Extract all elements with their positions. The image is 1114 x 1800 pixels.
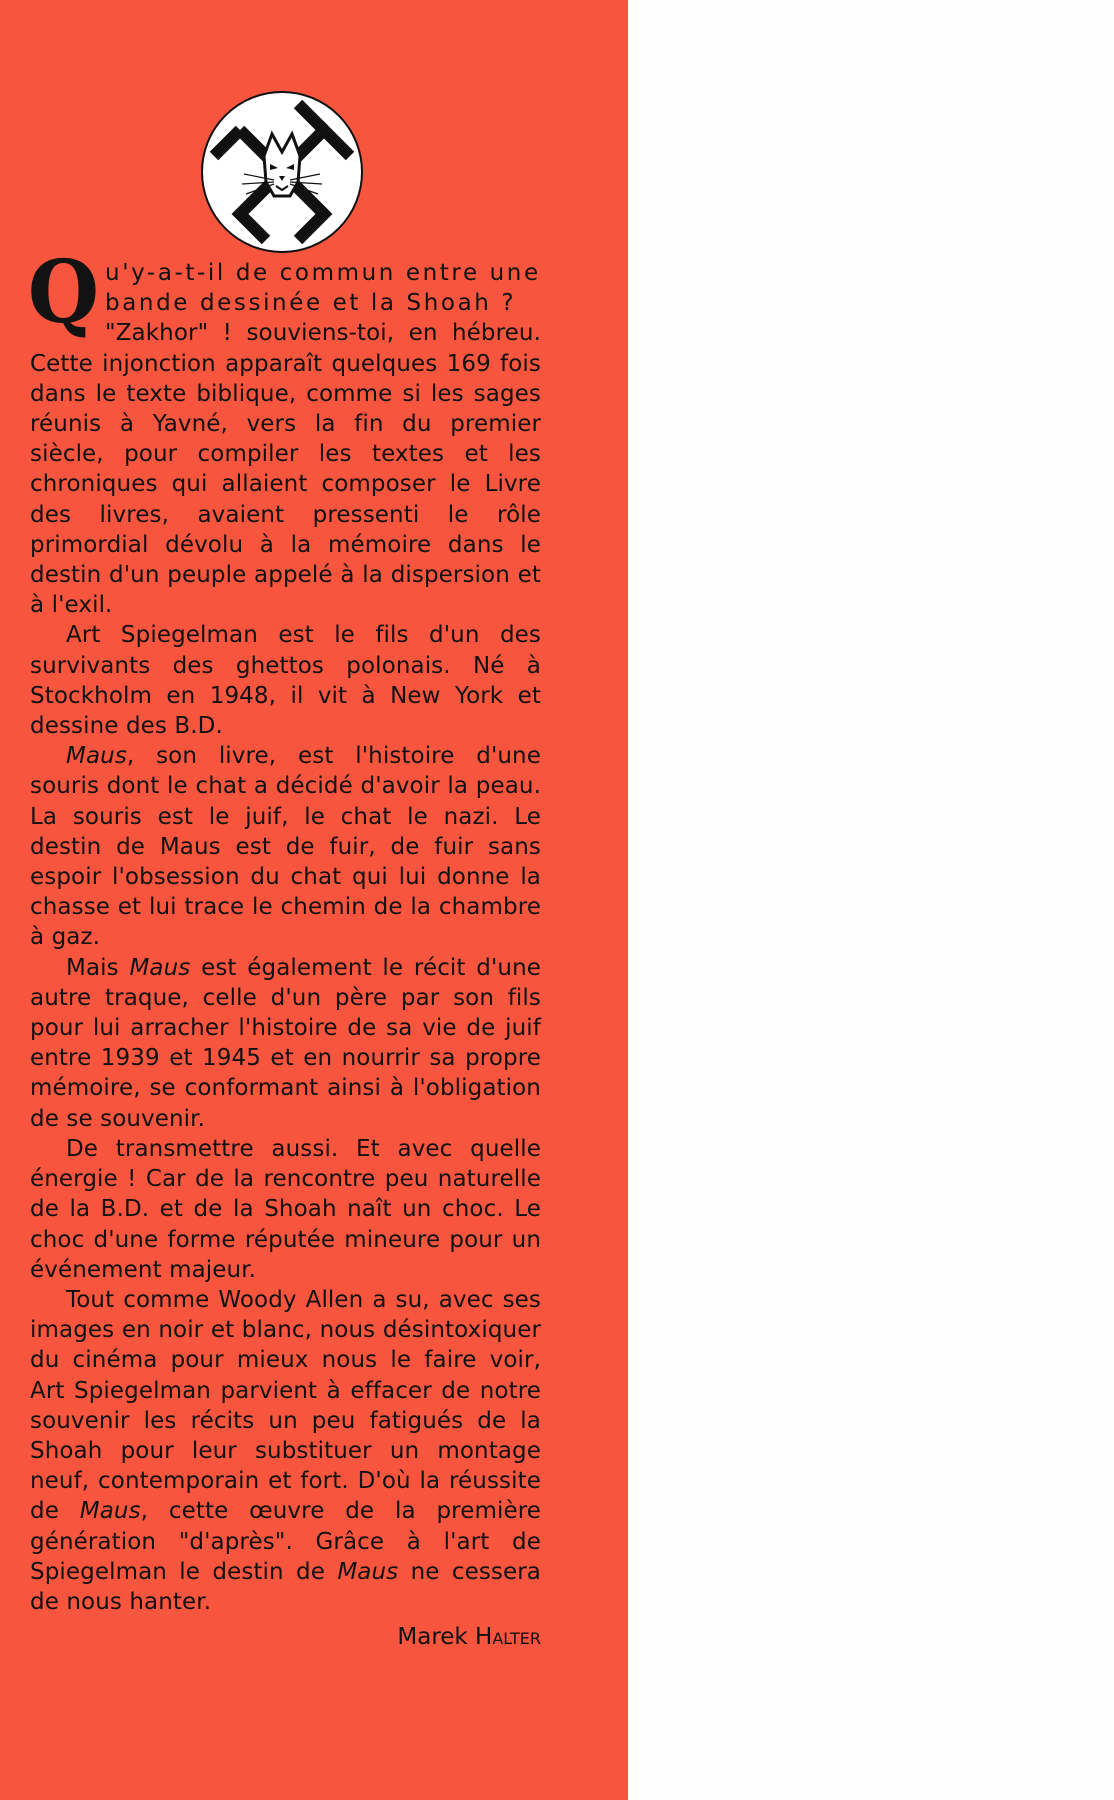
title-maus: Maus: [129, 954, 191, 981]
lead-line-1: u'y-a-t-il de commun entre une: [105, 260, 541, 286]
paragraph-1: [27, 242, 541, 620]
paragraph-4-start: Mais: [66, 954, 130, 981]
drop-cap: Q: [27, 242, 100, 343]
paragraph-6: [30, 1285, 541, 1617]
title-maus: Maus: [66, 743, 127, 770]
paragraph-1-body: "Zakhor" ! souviens-toi, en hébreu. Cette injonction apparaît quelques 169 fois dans le texte biblique, comme si les sages réunis à Yavné, vers la fin du premier siècle, pour compiler les textes et les chroniques qui allaient composer le Livre des livres, avaient pressenti le rôle primordial dévolu à la mémoire dans le destin d'un peuple appelé à la dispersion et à l'exil.: [30, 320, 541, 619]
author-first-name: Marek: [397, 1624, 468, 1650]
paragraph-5: De transmettre aussi. Et avec quelle énergie ! Car de la rencontre peu naturelle de la B.D. et de la Shoah naît un choc. Le choc d'une forme réputée mineure pour un événement majeur.: [30, 1135, 541, 1283]
blank-margin: [628, 0, 1114, 1800]
paragraph-6-end: ne cessera de nous hanter.: [30, 1558, 542, 1615]
swastika-cat-emblem-icon: [200, 90, 364, 254]
preface-text: [27, 242, 542, 1617]
paragraph-4: [30, 953, 541, 1134]
paragraph-6-start: Tout comme Woody Allen a su, avec ses images en noir et blanc, nous désintoxiquer du cinéma pour mieux nous le faire voir, Art Spiegelman parvient à effacer de notre souvenir les récits un peu fatigués de la Shoah pour leur substituer un montage neuf, contemporain et fort. D'où la réussite de: [30, 1286, 541, 1525]
paragraph-3: [30, 741, 541, 952]
title-maus: Maus: [337, 1558, 399, 1585]
paragraph-2: Art Spiegelman est le fils d'un des survivants des ghettos polonais. Né à Stockholm en 1948, il vit à New York et dessine des B.D.: [30, 622, 541, 740]
paragraph-4-body: est également le récit d'une autre traque, celle d'un père par son fils pour lui arracher l'histoire de sa vie de juif entre 1939 et 1945 et en nourrir sa propre mémoire, se conformant ainsi à l'obligation de se souvenir.: [30, 954, 541, 1132]
paragraph-3-body: , son livre, est l'histoire d'une souris dont le chat a décidé d'avoir la peau. La souris est le juif, le chat le nazi. Le destin de Maus est de fuir, de fuir sans espoir l'obsession du chat qui lui donne la chasse et lui trace le chemin de la chambre à gaz.: [30, 743, 541, 951]
author-signature: [320, 1624, 541, 1650]
title-maus: Maus: [79, 1498, 141, 1525]
author-last-name: Halter: [475, 1624, 541, 1650]
lead-line-2: bande dessinée et la Shoah ?: [105, 290, 517, 317]
paragraph-6-middle: , cette œuvre de la première génération "d'après". Grâce à l'art de Spiegelman le destin de: [30, 1498, 541, 1585]
